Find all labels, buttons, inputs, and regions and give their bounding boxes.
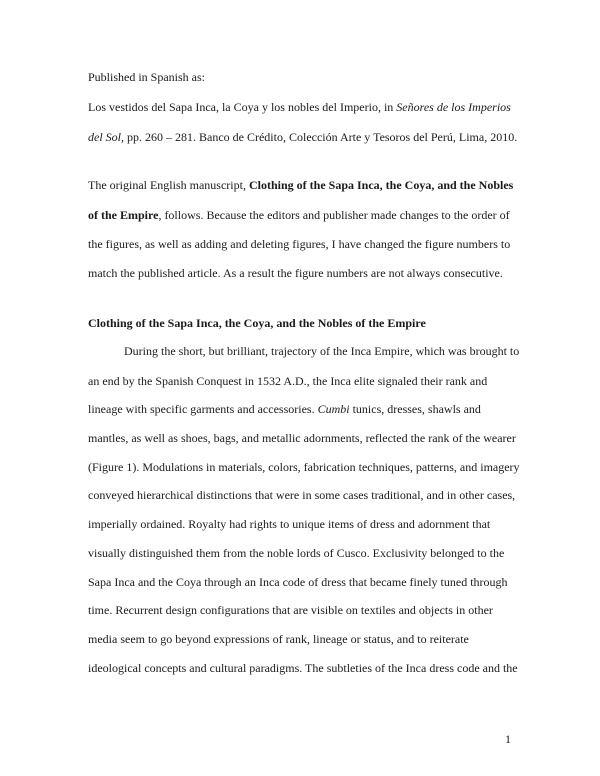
book-title-part-2: del Sol, <box>88 130 124 144</box>
body-line-9: Sapa Inca and the Coya through an Inca code of dress that became finely tuned through <box>88 575 508 589</box>
body-line-10: time. Recurrent design configurations that are visible on textiles and objects in other <box>88 603 493 617</box>
body-line-4: mantles, as well as shoes, bags, and metallic adornments, reflected the rank of the wearer <box>88 431 516 445</box>
section-heading-text: Clothing of the Sapa Inca, the Coya, and the Nobles of the Empire <box>88 316 426 330</box>
cumbi-term: Cumbi <box>317 402 350 416</box>
book-title-part-1: Señores de los Imperios <box>396 100 511 114</box>
body-line-7: imperially ordained. Royalty had rights to unique items of dress and adornment that <box>88 517 491 531</box>
citation-line-2 <box>88 130 517 144</box>
citation-suffix: pp. 260 – 281. Banco de Crédito, Colección Arte y Tesoros del Perú, Lima, 2010. <box>124 130 518 144</box>
body-line-2: an end by the Spanish Conquest in 1532 A.D., the Inca elite signaled their rank and <box>88 374 488 388</box>
published-heading: Published in Spanish as: <box>88 70 206 84</box>
manuscript-title: Clothing of the Sapa Inca, the Coya, and the Nobles <box>248 178 514 192</box>
intro-line-3: the figures, as well as adding and deleting figures, I have changed the figure numbers to <box>88 237 511 251</box>
body-line-6: conveyed hierarchical distinctions that were in some cases traditional, and in other cases, <box>88 488 516 502</box>
body-line-11: media seem to go beyond expressions of rank, lineage or status, and to reiterate <box>88 632 469 646</box>
body-text: tunics, dresses, shawls and <box>349 402 481 416</box>
page-number: 1 <box>505 732 511 746</box>
section-heading <box>88 316 426 330</box>
body-line-3 <box>88 402 481 416</box>
body-line-5: (Figure 1). Modulations in materials, colors, fabrication techniques, patterns, and imagery <box>88 460 520 474</box>
citation-line-1 <box>88 100 511 114</box>
body-text: lineage with specific garments and accessories. <box>88 402 318 416</box>
intro-text: The original English manuscript, <box>88 178 249 192</box>
intro-line-1 <box>88 178 513 192</box>
intro-line-4: match the published article. As a result the figure numbers are not always consecutive. <box>88 266 503 280</box>
body-line-8: visually distinguished them from the noble lords of Cusco. Exclusivity belonged to the <box>88 546 505 560</box>
intro-text: , follows. Because the editors and publisher made changes to the order of <box>158 208 510 222</box>
citation-prefix: Los vestidos del Sapa Inca, la Coya y los nobles del Imperio, in <box>88 100 397 114</box>
manuscript-title-cont: of the Empire <box>88 208 159 222</box>
body-line-12: ideological concepts and cultural paradigms. The subtleties of the Inca dress code and the <box>88 661 518 675</box>
body-line-1: During the short, but brilliant, trajectory of the Inca Empire, which was brought to <box>124 344 520 358</box>
intro-line-2 <box>88 208 510 222</box>
